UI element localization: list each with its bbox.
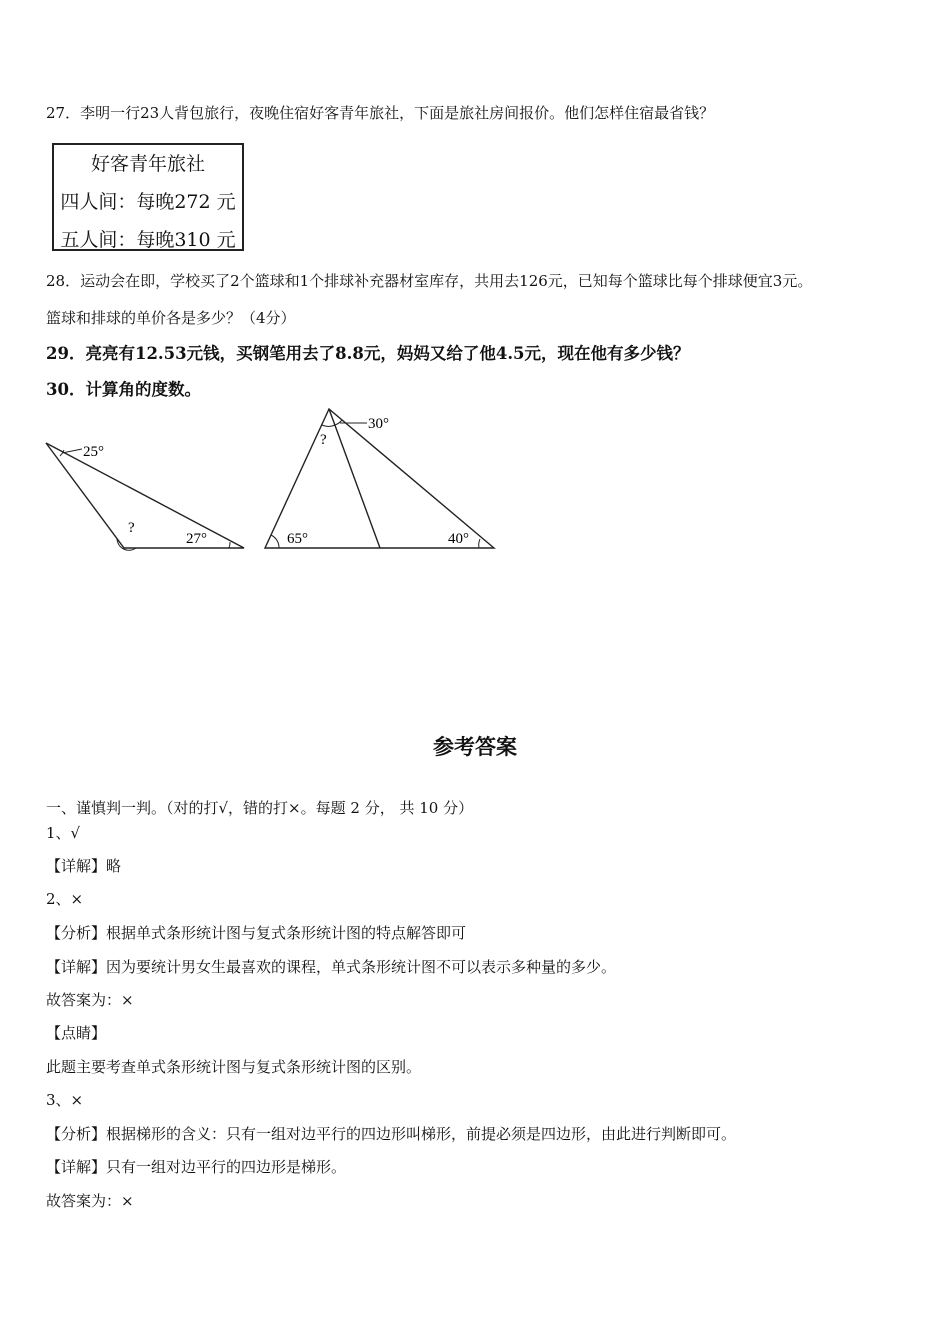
answer-line: 3、× <box>46 1091 84 1109</box>
left-top-angle-pointer <box>62 449 82 453</box>
left-right-angle-arc <box>229 542 230 548</box>
answers-section-heading: 一、谨慎判一判。（对的打√，错的打×。每题 2 分， 共 10 分） <box>46 799 474 817</box>
angle-figures <box>0 0 950 600</box>
question-30: 30．计算角的度数。 <box>46 380 201 399</box>
question-29: 29．亮亮有12.53元钱，买钢笔用去了8.8元，妈妈又给了他4.5元，现在他有多少钱？ <box>46 344 690 363</box>
answer-line: 【详解】因为要统计男女生最喜欢的课程，单式条形统计图不可以表示多种量的多少。 <box>46 958 617 976</box>
hostel-sign-row-four: 四人间：每晚272 元 <box>60 191 236 213</box>
right-left-angle-label: 65° <box>287 531 308 547</box>
answer-line: 故答案为：× <box>46 1192 134 1210</box>
right-triangle-figure <box>265 409 494 548</box>
left-top-angle-label: 25° <box>83 444 104 460</box>
question-28-line1: 28．运动会在即，学校买了2个篮球和1个排球补充器材室库存，共用去126元，已知每个篮球比每个排球便宜3元。 <box>46 272 813 290</box>
answer-line: 【分析】根据梯形的含义：只有一组对边平行的四边形叫梯形，前提必须是四边形，由此进行判断即可。 <box>46 1125 737 1143</box>
right-top-angle-label: 30° <box>368 416 389 432</box>
hostel-sign-row-five: 五人间：每晚310 元 <box>60 229 236 251</box>
left-triangle-figure <box>46 443 244 550</box>
answer-line: 1、√ <box>46 824 81 842</box>
right-right-angle-label: 40° <box>448 531 469 547</box>
question-27: 27．李明一行23人背包旅行，夜晚住宿好客青年旅社，下面是旅社房间报价。他们怎样住宿最省钱？ <box>46 104 715 122</box>
answer-line: 【点睛】 <box>46 1024 107 1042</box>
answer-line: 2、× <box>46 890 84 908</box>
answer-line: 此题主要考查单式条形统计图与复式条形统计图的区别。 <box>46 1058 422 1076</box>
left-right-angle-label: 27° <box>186 531 207 547</box>
question-28-line2: 篮球和排球的单价各是多少？（4分） <box>46 309 296 327</box>
left-unknown-angle-label: ? <box>128 520 135 536</box>
hostel-sign-title: 好客青年旅社 <box>90 153 205 175</box>
answer-line: 故答案为：× <box>46 991 134 1009</box>
right-unknown-angle-label: ? <box>320 432 327 448</box>
right-right-angle-arc <box>479 539 480 548</box>
right-left-angle-arc <box>271 535 279 548</box>
answer-line: 【详解】略 <box>46 857 122 875</box>
left-triangle <box>46 443 244 548</box>
answer-line: 【详解】只有一组对边平行的四边形是梯形。 <box>46 1158 347 1176</box>
answer-line: 【分析】根据单式条形统计图与复式条形统计图的特点解答即可 <box>46 924 467 942</box>
answers-title: 参考答案 <box>433 734 517 759</box>
right-unknown-angle-arc <box>322 425 335 426</box>
